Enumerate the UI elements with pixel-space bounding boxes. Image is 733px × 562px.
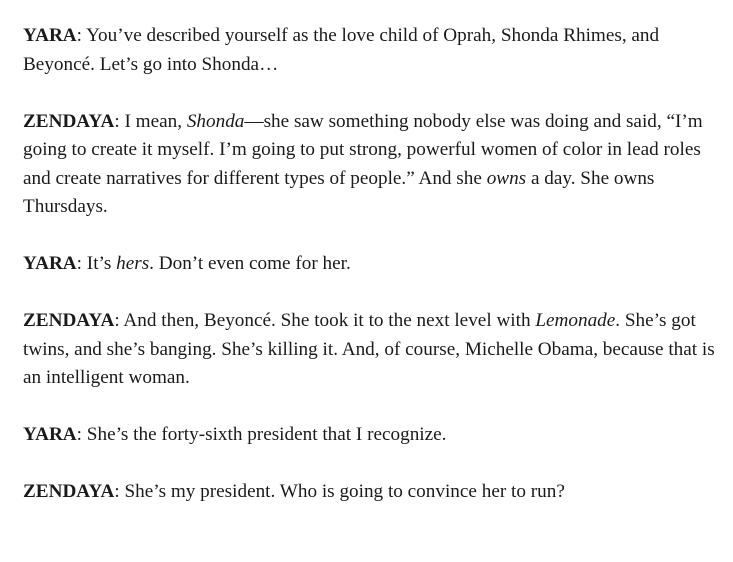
dialogue-text: . She’s got twins, and she’s banging. She’s killing it. And, of course, Michelle Obama, because that is an intelligent woman. [23,310,715,388]
dialogue-text: : I mean, [114,110,187,132]
dialogue-text: : She’s the forty-sixth president that I recognize. [76,424,447,445]
interview-paragraph [23,250,723,279]
speaker-name: YARA [23,25,77,46]
dialogue-emphasis: Shonda [186,110,245,132]
dialogue-text: : You’ve described yourself as the love child of Oprah, Shonda Rhimes, and Beyoncé. Let’s go into Shonda… [23,25,660,75]
interview-paragraph [23,108,723,222]
speaker-name: ZENDAYA [23,110,115,132]
interview-paragraph [23,478,723,507]
interview-paragraph [23,22,723,79]
speaker-name: ZENDAYA [23,310,115,331]
dialogue-emphasis: Lemonade [535,310,616,331]
dialogue-emphasis: hers [116,253,150,274]
dialogue-text: : And then, Beyoncé. She took it to the next level with [114,310,536,331]
dialogue-emphasis: owns [486,167,527,189]
speaker-name: ZENDAYA [23,481,115,502]
dialogue-text: . Don’t even come for her. [149,253,351,274]
interview-paragraph [23,421,723,450]
speaker-name: YARA [23,253,77,274]
dialogue-text: a day. She owns Thursdays. [23,167,655,217]
dialogue-text: : It’s [76,253,117,274]
dialogue-text: —she saw something nobody else was doing and said, “I’m going to create it myself. I’m going to put strong, powerful women of color in lead roles and create narratives for different types of people.” And she [23,110,703,189]
speaker-name: YARA [23,424,77,445]
interview-paragraph [23,307,723,393]
interview-article [23,22,723,507]
dialogue-text: : She’s my president. Who is going to convince her to run? [114,481,565,502]
